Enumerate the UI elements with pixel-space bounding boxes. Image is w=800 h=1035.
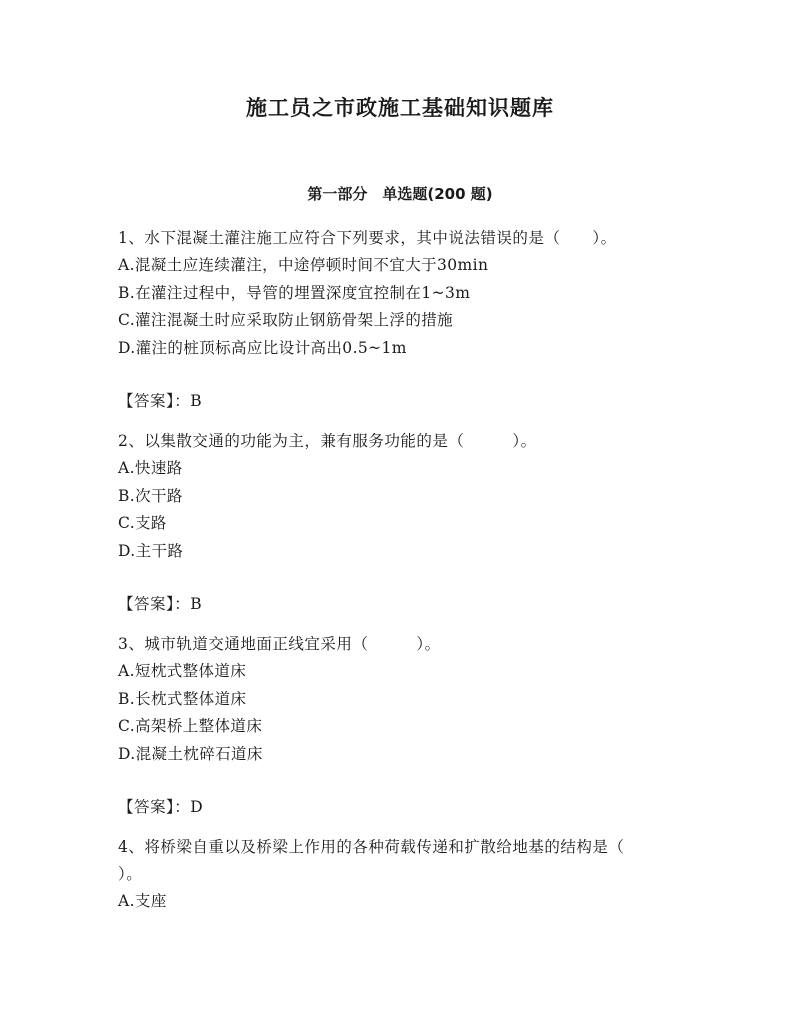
option-a: A.短枕式整体道床 (118, 662, 247, 680)
question-list (118, 225, 683, 916)
option-c: C.高架桥上整体道床 (118, 717, 263, 735)
option-d: D.主干路 (118, 541, 184, 560)
option-b: B.在灌注过程中，导管的埋置深度宜控制在1~3m (118, 283, 471, 302)
option-d: D.灌注的桩顶标高应比设计高出0.5~1m (118, 338, 407, 357)
question-1 (118, 225, 683, 415)
question-4 (118, 834, 683, 916)
section-heading: 第一部分 单选题(200 题) (307, 185, 493, 203)
option-a: A.支座 (118, 892, 167, 910)
option-d: D.混凝土枕碎石道床 (118, 744, 263, 763)
document-title: 施工员之市政施工基础知识题库 (246, 96, 554, 120)
option-c: C.灌注混凝土时应采取防止钢筋骨架上浮的措施 (118, 311, 454, 329)
question-stem: 2、以集散交通的功能为主，兼有服务功能的是（ ）。 (118, 432, 537, 450)
question-2 (118, 428, 683, 618)
question-stem: 4、将桥梁自重以及桥梁上作用的各种荷载传递和扩散给地基的结构是（ ）。 (118, 838, 673, 883)
answer-label: 【答案】：B (118, 595, 203, 613)
question-stem: 1、水下混凝土灌注施工应符合下列要求，其中说法错误的是（ ）。 (118, 229, 617, 247)
answer-label: 【答案】：B (118, 392, 203, 410)
option-a: A.快速路 (118, 459, 183, 477)
option-b: B.次干路 (118, 486, 183, 505)
option-b: B.长枕式整体道床 (118, 689, 247, 708)
question-3 (118, 631, 683, 821)
question-stem: 3、城市轨道交通地面正线宜采用（ ）。 (118, 635, 441, 653)
answer-label: 【答案】：D (118, 798, 204, 816)
option-c: C.支路 (118, 514, 167, 532)
option-a: A.混凝土应连续灌注，中途停顿时间不宜大于30min (118, 256, 489, 274)
